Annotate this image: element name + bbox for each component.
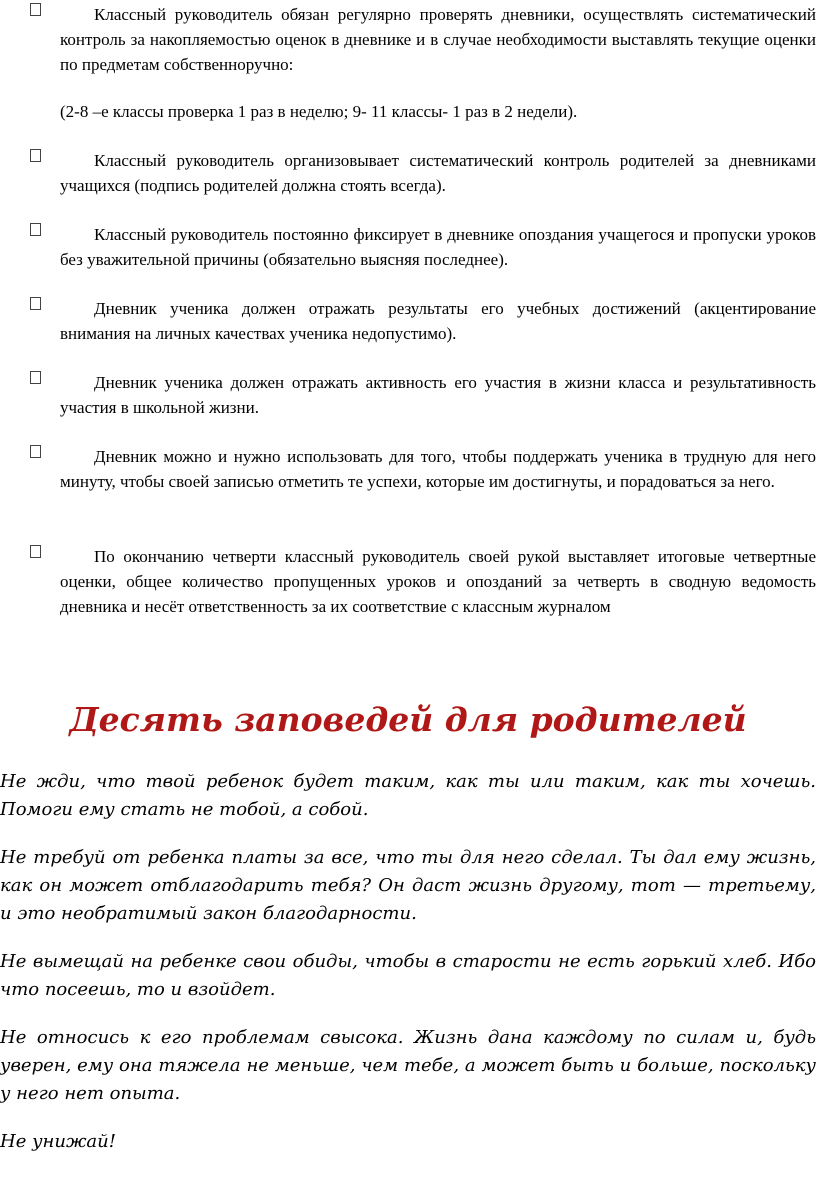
bullet-box-icon [30, 149, 41, 162]
commandment-item: Не относись к его проблемам свысока. Жизнь дана каждому по силам и, будь уверен, ему она тяжела не меньше, чем тебе, а может быть и больше, поскольку у него нет опыта. [0, 1027, 816, 1104]
rule-item-2 [0, 148, 816, 198]
commandment-item: Не унижай! [0, 1131, 116, 1152]
rule-item-7 [0, 544, 816, 619]
rule-text: Дневник ученика должен отражать результаты его учебных достижений (акцентирование внимания на личных качествах ученика недопустимо). [60, 299, 816, 343]
rule-text: Классный руководитель обязан регулярно проверять дневники, осуществлять систематический контроль за накопляемостью оценок в дневнике и в случае необходимости выставлять текущие оценки по предметам собственноручно: [60, 5, 816, 74]
rule-text: Классный руководитель постоянно фиксирует в дневнике опоздания учащегося и пропуски уроков без уважительной причины (обязательно выясняя последнее). [60, 225, 816, 269]
rule-text: Дневник ученика должен отражать активность его участия в жизни класса и результативность участия в школьной жизни. [60, 373, 816, 417]
bullet-box-icon [30, 223, 41, 236]
rule-text: Дневник можно и нужно использовать для того, чтобы поддержать ученика в трудную для него минуту, чтобы своей записью отметить те успехи, которые им достигнуты, и порадоваться за него. [60, 447, 816, 491]
bullet-box-icon [30, 445, 41, 458]
rule-note: (2-8 –е классы проверка 1 раз в неделю; 9- 11 классы- 1 раз в 2 недели). [60, 102, 578, 121]
rule-item-6 [0, 444, 816, 494]
commandment-item: Не жди, что твой ребенок будет таким, как ты или таким, как ты хочешь. Помоги ему стать не тобой, а собой. [0, 771, 816, 820]
rule-item-1 [0, 2, 816, 124]
section-heading: Десять заповедей для родителей [69, 700, 747, 739]
bullet-box-icon [30, 3, 41, 16]
bullet-box-icon [30, 371, 41, 384]
bullet-box-icon [30, 297, 41, 310]
rule-item-5 [0, 370, 816, 420]
rule-item-4 [0, 296, 816, 346]
commandments-list [0, 768, 816, 1176]
rule-text: По окончанию четверти классный руководитель своей рукой выставляет итоговые четвертные оценки, общее количество пропущенных уроков и опозданий за четверть в сводную ведомость дневника и несёт ответственность за их соответствие с классным журналом [60, 547, 816, 616]
commandment-item: Не вымещай на ребенке свои обиды, чтобы в старости не есть горький хлеб. Ибо что посеешь, то и взойдет. [0, 951, 816, 1000]
rule-text: Классный руководитель организовывает систематический контроль родителей за дневниками учащихся (подпись родителей должна стоять всегда). [60, 151, 816, 195]
commandment-item: Не требуй от ребенка платы за все, что ты для него сделал. Ты дал ему жизнь, как он может отблагодарить тебя? Он даст жизнь другому, тот — третьему, и это необратимый закон благодарности. [0, 847, 816, 924]
bullet-box-icon [30, 545, 41, 558]
rule-item-3 [0, 222, 816, 272]
